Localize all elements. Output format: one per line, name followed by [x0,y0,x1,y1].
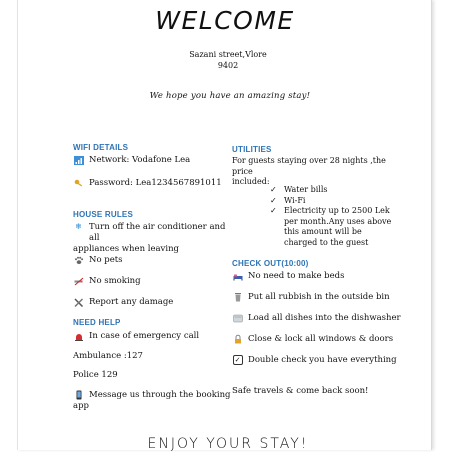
bed-icon [232,271,243,281]
snowflake-icon: ❄ [75,222,82,231]
utilities-item: ✓ Water bills [270,185,395,196]
checkout-heading: CHECK OUT(10:00) [232,259,309,268]
message-line [73,390,238,412]
damage-rule [73,297,238,308]
smoking-rule-text: No smoking [89,276,141,286]
message-line2: app [73,401,89,411]
checkout-double-check [232,355,407,366]
wifi-network: Network: Vodafone Lea [89,155,191,165]
need-help-heading: NEED HELP [73,318,121,327]
footer-enjoy: ENJOY YOUR STAY! [147,436,309,452]
ac-rule-line2: appliances when leaving [73,244,179,254]
address [0,49,450,71]
checkout-lock-text: Close & lock all windows & doors [248,334,394,344]
farewell-text: Safe travels & come back soon! [232,386,369,396]
phone-icon [73,390,84,400]
checkout-beds [232,271,407,282]
checkout-lock [232,334,407,345]
checkout-double-check-text: Double check you have everything [248,355,397,365]
utilities-item: ✓ Electricity up to 2500 Lek per month.Any uses above this amount will be charged to the guest [270,206,395,248]
wifi-password-line [73,178,238,189]
pets-rule [73,255,238,266]
checkbox-icon: ✓ [232,355,243,365]
paw-icon [73,255,84,265]
emergency-text: In case of emergency call [89,331,200,341]
utilities-heading: UTILITIES [232,145,272,154]
page-title: WELCOME [155,6,295,35]
utilities-intro-line2: included: [232,177,270,186]
address-postcode: 9402 [217,61,239,70]
checkout-beds-text: No need to make beds [248,271,345,281]
checkout-dishes [232,313,407,324]
key-icon [73,178,84,188]
utilities-intro-line1: For guests staying over 28 nights ,the price [232,156,386,176]
ambulance-number: Ambulance :127 [73,351,143,361]
pets-rule-text: No pets [89,255,123,265]
address-street: Sazani street,Vlore [189,50,267,59]
no-smoking-icon [73,276,84,286]
message-line1: Message us through the booking [89,390,231,400]
checkout-rubbish-text: Put all rubbish in the outside bin [248,292,390,302]
ac-rule-line1: Turn off the air conditioner and all [89,222,226,243]
wifi-password: Password: Lea1234567891011 [89,178,222,188]
police-number: Police 129 [73,370,118,380]
checkout-rubbish [232,292,407,303]
ac-rule [73,222,238,255]
checkout-dishes-text: Load all dishes into the dishwasher [248,313,401,323]
lock-icon [232,334,243,344]
dishwasher-icon [232,313,243,323]
siren-icon [73,331,84,341]
house-rules-heading: HOUSE RULES [73,210,133,219]
trash-icon [232,292,243,302]
utilities-intro [232,156,402,188]
wifi-signal-icon [73,155,84,165]
emergency-line [73,331,238,342]
tagline: We hope you have an amazing stay! [149,91,311,101]
wifi-network-line [73,155,238,166]
utilities-list [270,185,395,248]
utilities-item: ✓ Wi-Fi [270,196,395,207]
tools-icon [73,297,84,307]
smoking-rule [73,276,238,287]
wifi-heading: WIFI DETAILS [73,143,129,152]
damage-rule-text: Report any damage [89,297,174,307]
